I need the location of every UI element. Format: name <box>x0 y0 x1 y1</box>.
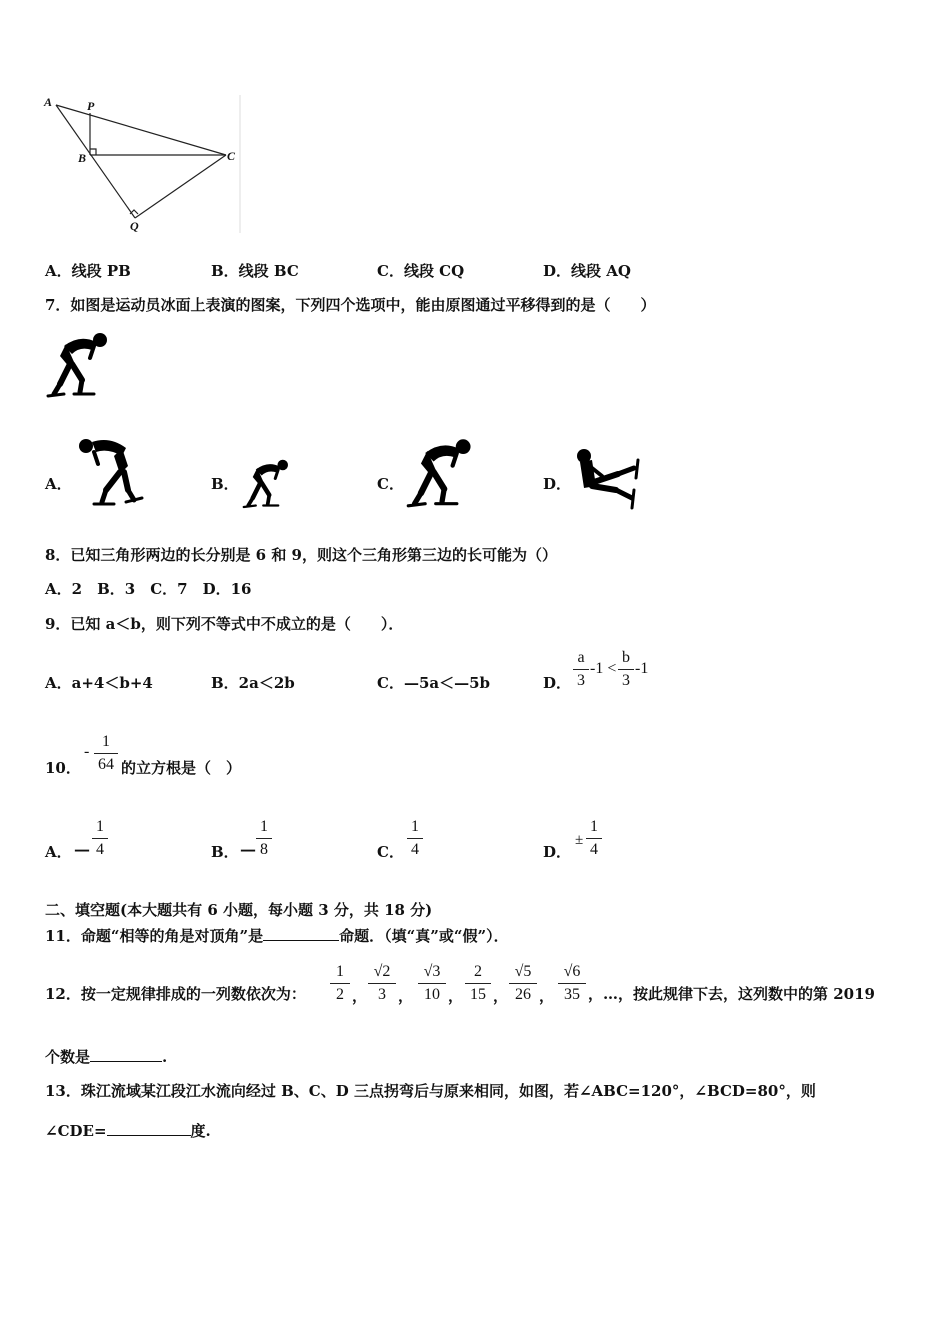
q10-option-d-sign: ± <box>575 832 584 848</box>
fraction-numerator: 2 <box>474 963 482 980</box>
q9-stem: 9．已知 a＜b，则下列不等式中不成立的是（ ）． <box>45 615 404 633</box>
fraction-numerator: 1 <box>336 963 344 980</box>
q9-d-rest-left: -1 < <box>590 660 617 677</box>
q12-term-5 <box>509 962 537 1005</box>
q12-sep-2: ， <box>398 987 414 1005</box>
q9-option-c: C．—5a＜—5b <box>377 674 491 692</box>
fraction-numerator: √2 <box>373 963 391 980</box>
q12-term-3 <box>418 962 446 1005</box>
q12-term-1 <box>330 962 350 1005</box>
fraction-numerator: √3 <box>423 963 441 980</box>
fraction-denominator: 10 <box>424 986 440 1003</box>
q7-stem: 7．如图是运动员冰面上表演的图案，下列四个选项中，能由原图通过平移得到的是（ ） <box>45 296 656 314</box>
q12-answer-blank[interactable] <box>90 1046 162 1062</box>
fraction-numerator: b <box>622 649 630 666</box>
q12-line2-before: 个数是 <box>45 1048 91 1066</box>
q9-d-fraction-left <box>573 648 589 691</box>
fraction-denominator: 3 <box>622 672 630 689</box>
q10-number: 10． <box>45 759 81 777</box>
q7-option-d-label: D． <box>543 475 572 493</box>
q12-term-4 <box>465 962 491 1005</box>
fraction-denominator: 2 <box>336 986 344 1003</box>
q12-term-2 <box>368 962 396 1005</box>
q12-after: ，…，按此规律下去，这列数中的第 2019 <box>588 985 875 1003</box>
fraction-numerator: 1 <box>260 818 268 835</box>
fraction-numerator: a <box>577 649 585 666</box>
q13-line2-after: 度. <box>190 1122 211 1140</box>
fraction-denominator: 35 <box>564 986 580 1003</box>
q11-answer-blank[interactable] <box>263 925 339 941</box>
q7-option-c-label: C． <box>377 475 404 493</box>
fraction-denominator: 3 <box>378 986 386 1003</box>
right-angle-mark-q <box>130 210 138 214</box>
fraction-numerator: 1 <box>102 733 110 750</box>
point-label-a: A <box>44 95 53 109</box>
q12-sep-1: ， <box>352 987 368 1005</box>
q8-options: A．2 B．3 C．7 D．16 <box>45 580 252 598</box>
segment-ac <box>56 105 226 155</box>
q12-before: 12．按一定规律排成的一列数依次为： <box>45 985 306 1003</box>
fraction-denominator: 8 <box>260 841 268 858</box>
q11-text <box>45 925 509 946</box>
q12-sep-3: ， <box>448 987 464 1005</box>
q10-option-b-sign: — <box>240 840 256 859</box>
q9-d-rest-right: -1 <box>635 660 649 677</box>
q13-answer-blank[interactable] <box>107 1120 191 1136</box>
q10-option-b-fraction <box>256 817 272 860</box>
q10-option-d-fraction <box>586 817 602 860</box>
fraction-numerator: √6 <box>563 963 581 980</box>
fraction-denominator: 26 <box>515 986 531 1003</box>
skater-option-c-image <box>406 434 476 510</box>
point-label-c: C <box>227 149 236 163</box>
q12-sep-4: ， <box>493 987 509 1005</box>
q10-option-a-sign: — <box>74 840 90 859</box>
q12-line2 <box>45 1046 167 1067</box>
fraction-denominator: 4 <box>411 841 419 858</box>
point-label-b: B <box>78 151 87 165</box>
q9-option-d-label: D． <box>543 674 572 692</box>
q9-option-b: B．2a＜2b <box>211 674 295 692</box>
q8-stem: 8．已知三角形两边的长分别是 6 和 9，则这个三角形第三边的长可能为（） <box>45 546 557 564</box>
q10-option-a-label: A． <box>45 843 72 861</box>
q12-term-6 <box>558 962 586 1005</box>
q6-option-a: A．线段 PB <box>45 262 131 280</box>
q9-d-fraction-right <box>618 648 634 691</box>
fraction-numerator: 1 <box>411 818 419 835</box>
q10-option-d-label: D． <box>543 843 572 861</box>
q11-after: 命题．（填“真”或“假”）． <box>339 927 509 945</box>
fraction-denominator: 4 <box>590 841 598 858</box>
segment-qc <box>135 155 226 218</box>
q10-option-a-fraction <box>92 817 108 860</box>
q10-expr-fraction <box>94 732 118 775</box>
q10-option-c-label: C． <box>377 843 404 861</box>
q6-option-d: D．线段 AQ <box>543 262 631 280</box>
segment-aq <box>56 105 135 218</box>
q12-line2-after: . <box>162 1048 168 1066</box>
q13-line2 <box>45 1120 211 1141</box>
point-label-p: P <box>87 99 95 113</box>
fraction-numerator: √5 <box>514 963 532 980</box>
skater-original-image <box>46 328 112 400</box>
fraction-denominator: 3 <box>577 672 585 689</box>
q7-option-b-label: B． <box>211 475 239 493</box>
q10-expr-sign: - <box>84 743 90 760</box>
section2-heading: 二、填空题(本大题共有 6 小题，每小题 3 分，共 18 分) <box>45 901 433 919</box>
fraction-denominator: 15 <box>470 986 486 1003</box>
point-label-q: Q <box>130 219 139 233</box>
fraction-numerator: 1 <box>96 818 104 835</box>
q9-option-a: A．a+4＜b+4 <box>45 674 153 692</box>
q12-sep-5: ， <box>539 987 555 1005</box>
triangle-figure <box>38 95 248 235</box>
skater-option-a-image <box>76 434 146 510</box>
q6-option-c: C．线段 CQ <box>377 262 465 280</box>
skater-option-b-image <box>242 456 292 510</box>
q6-option-b: B．线段 BC <box>211 262 299 280</box>
fraction-denominator: 4 <box>96 841 104 858</box>
q13-line1: 13．珠江流域某江段江水流向经过 B、C、D 三点拐弯后与原来相同，如图，若∠ABC=120°，∠BCD=80°，则 <box>45 1082 816 1100</box>
q13-line2-before: ∠CDE= <box>45 1122 107 1140</box>
q10-option-b-label: B． <box>211 843 239 861</box>
fraction-denominator: 64 <box>98 756 114 773</box>
q7-option-a-label: A． <box>45 475 72 493</box>
q10-stem-tail: 的立方根是（ ） <box>121 759 242 777</box>
fraction-numerator: 1 <box>590 818 598 835</box>
q10-option-c-fraction <box>407 817 423 860</box>
skater-option-d-image <box>572 446 646 510</box>
q11-before: 11．命题“相等的角是对顶角”是 <box>45 927 264 945</box>
